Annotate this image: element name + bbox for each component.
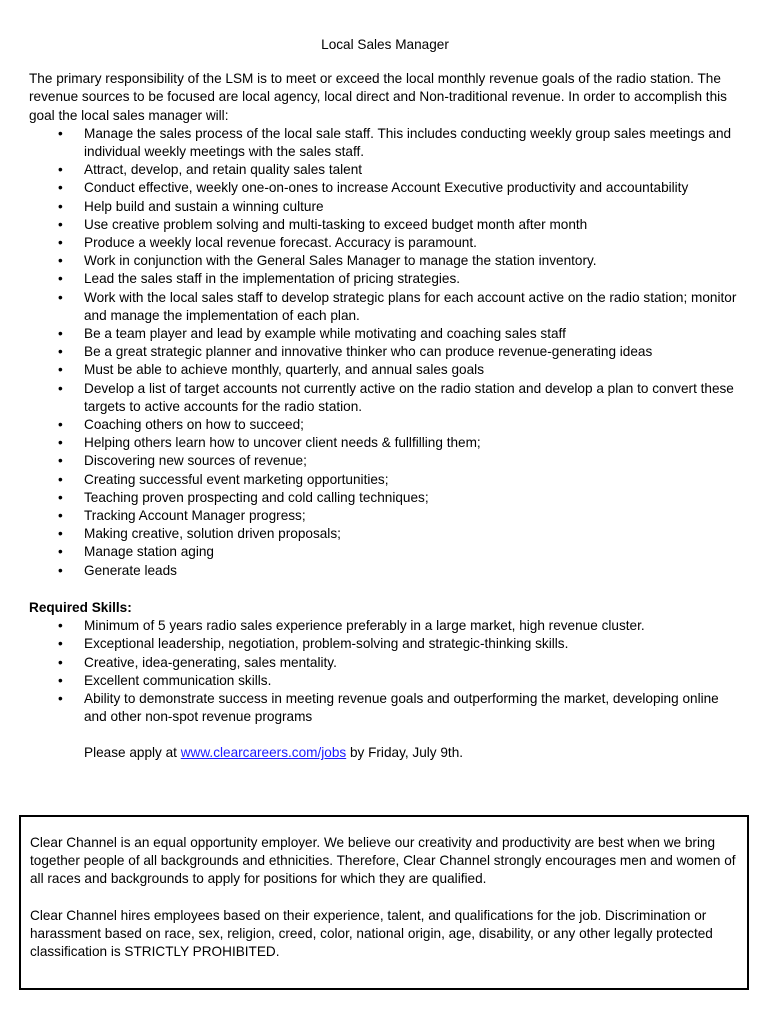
bullet-icon: • bbox=[58, 453, 63, 469]
bullet-icon: • bbox=[58, 344, 63, 360]
duties-list bbox=[29, 125, 741, 580]
duty-item bbox=[29, 361, 741, 379]
duty-item-text: Discovering new sources of revenue; bbox=[84, 453, 307, 469]
duty-item bbox=[29, 198, 741, 216]
skill-item-text: Creative, idea-generating, sales mentality. bbox=[84, 654, 337, 670]
skill-item-text: Ability to demonstrate success in meeting revenue goals and outperforming the market, developing online and other non-spot revenue programs bbox=[84, 690, 719, 725]
bullet-icon: • bbox=[58, 198, 63, 214]
bullet-icon: • bbox=[58, 125, 63, 141]
duty-item bbox=[29, 289, 741, 325]
careers-link[interactable]: www.clearcareers.com/jobs bbox=[180, 745, 347, 761]
bullet-icon: • bbox=[58, 253, 63, 269]
bullet-icon: • bbox=[58, 326, 63, 342]
duty-item-text: Tracking Account Manager progress; bbox=[84, 508, 306, 524]
skill-item-text: Excellent communication skills. bbox=[84, 672, 272, 688]
intro-paragraph: The primary responsibility of the LSM is to meet or exceed the local monthly revenue goals of the radio station. The revenue sources to be focused are local agency, local direct and Non-traditional revenue. In order to accomplish this goal the local sales manager will: bbox=[29, 71, 727, 123]
duty-item-text: Be a team player and lead by example while motivating and coaching sales staff bbox=[84, 326, 566, 342]
duty-item bbox=[29, 125, 741, 161]
bullet-icon: • bbox=[58, 216, 63, 232]
skill-item bbox=[29, 617, 741, 635]
bullet-icon: • bbox=[58, 271, 63, 287]
bullet-icon: • bbox=[58, 618, 63, 634]
apply-instructions bbox=[84, 744, 741, 762]
duty-item-text: Manage station aging bbox=[84, 544, 214, 560]
skill-item bbox=[29, 690, 741, 726]
skill-item-text: Minimum of 5 years radio sales experience preferably in a large market, high revenue cluster. bbox=[84, 618, 645, 634]
bullet-icon: • bbox=[58, 636, 63, 652]
duty-item-text: Creating successful event marketing opportunities; bbox=[84, 471, 389, 487]
skill-item bbox=[29, 654, 741, 672]
skill-item-text: Exceptional leadership, negotiation, problem-solving and strategic-thinking skills. bbox=[84, 636, 569, 652]
duty-item bbox=[29, 434, 741, 452]
duty-item-text: Coaching others on how to succeed; bbox=[84, 417, 304, 433]
bullet-icon: • bbox=[58, 690, 63, 706]
duty-item-text: Must be able to achieve monthly, quarterly, and annual sales goals bbox=[84, 362, 484, 378]
page-title: Local Sales Manager bbox=[321, 37, 449, 52]
skills-list bbox=[29, 617, 741, 726]
duty-item-text: Generate leads bbox=[84, 562, 177, 578]
eoe-paragraph-2: Clear Channel hires employees based on their experience, talent, and qualifications for the job. Discrimination or harassment based on race, sex, religion, creed, color, national origin, age, disability, or any other legally protected classification is STRICTLY PROHIBITED. bbox=[30, 907, 713, 960]
bullet-icon: • bbox=[58, 672, 63, 688]
duty-item bbox=[29, 325, 741, 343]
bullet-icon: • bbox=[58, 544, 63, 560]
duty-item bbox=[29, 270, 741, 288]
duty-item bbox=[29, 562, 741, 580]
job-posting bbox=[29, 36, 741, 763]
duty-item-text: Manage the sales process of the local sale staff. This includes conducting weekly group sales meetings and individual weekly meetings with the sales staff. bbox=[84, 125, 732, 160]
duty-item bbox=[29, 471, 741, 489]
duty-item-text: Conduct effective, weekly one-on-ones to increase Account Executive productivity and accountability bbox=[84, 180, 689, 196]
duty-item-text: Be a great strategic planner and innovative thinker who can produce revenue-generating ideas bbox=[84, 344, 653, 360]
duty-item-text: Making creative, solution driven proposals; bbox=[84, 526, 341, 542]
duty-item bbox=[29, 543, 741, 561]
eoe-paragraph-1: Clear Channel is an equal opportunity employer. We believe our creativity and productivity are best when we bring together people of all backgrounds and ethnicities. Therefore, Clear Channel strongly encourages men and women of all races and backgrounds to apply for positions for which they are qualified. bbox=[30, 835, 736, 887]
duty-item-text: Attract, develop, and retain quality sales talent bbox=[84, 162, 363, 178]
duty-item-text: Develop a list of target accounts not currently active on the radio station and develop a plan to convert these targets to active accounts for the radio station. bbox=[84, 380, 734, 414]
bullet-icon: • bbox=[58, 654, 63, 670]
bullet-icon: • bbox=[58, 289, 63, 305]
bullet-icon: • bbox=[58, 526, 63, 542]
skill-item bbox=[29, 635, 741, 653]
bullet-icon: • bbox=[58, 435, 63, 451]
equal-opportunity-box bbox=[19, 815, 749, 990]
duty-item-text: Work in conjunction with the General Sales Manager to manage the station inventory. bbox=[84, 253, 597, 269]
bullet-icon: • bbox=[58, 380, 63, 396]
bullet-icon: • bbox=[58, 508, 63, 524]
bullet-icon: • bbox=[58, 562, 63, 578]
apply-suffix: by Friday, July 9th. bbox=[346, 745, 464, 761]
duty-item-text: Work with the local sales staff to develop strategic plans for each account active on the radio station; monitor and manage the implementation of each plan. bbox=[84, 289, 737, 323]
bullet-icon: • bbox=[58, 362, 63, 378]
duty-item bbox=[29, 252, 741, 270]
duty-item bbox=[29, 179, 741, 197]
duty-item-text: Helping others learn how to uncover client needs & fullfilling them; bbox=[84, 435, 481, 451]
bullet-icon: • bbox=[58, 162, 63, 178]
duty-item-text: Help build and sustain a winning culture bbox=[84, 198, 324, 214]
duty-item-text: Use creative problem solving and multi-tasking to exceed budget month after month bbox=[84, 216, 588, 232]
duty-item bbox=[29, 507, 741, 525]
required-skills-heading: Required Skills: bbox=[29, 599, 132, 615]
duty-item bbox=[29, 161, 741, 179]
duty-item bbox=[29, 380, 741, 416]
duty-item bbox=[29, 489, 741, 507]
bullet-icon: • bbox=[58, 235, 63, 251]
duty-item bbox=[29, 216, 741, 234]
duty-item-text: Teaching proven prospecting and cold calling techniques; bbox=[84, 489, 429, 505]
duty-item bbox=[29, 343, 741, 361]
duty-item-text: Lead the sales staff in the implementation of pricing strategies. bbox=[84, 271, 461, 287]
duty-item bbox=[29, 525, 741, 543]
skill-item bbox=[29, 672, 741, 690]
duty-item bbox=[29, 234, 741, 252]
bullet-icon: • bbox=[58, 471, 63, 487]
apply-prefix: Please apply at bbox=[84, 745, 181, 761]
duty-item bbox=[29, 416, 741, 434]
duty-item-text: Produce a weekly local revenue forecast. Accuracy is paramount. bbox=[84, 235, 477, 251]
bullet-icon: • bbox=[58, 489, 63, 505]
bullet-icon: • bbox=[58, 180, 63, 196]
duty-item bbox=[29, 452, 741, 470]
bullet-icon: • bbox=[58, 417, 63, 433]
